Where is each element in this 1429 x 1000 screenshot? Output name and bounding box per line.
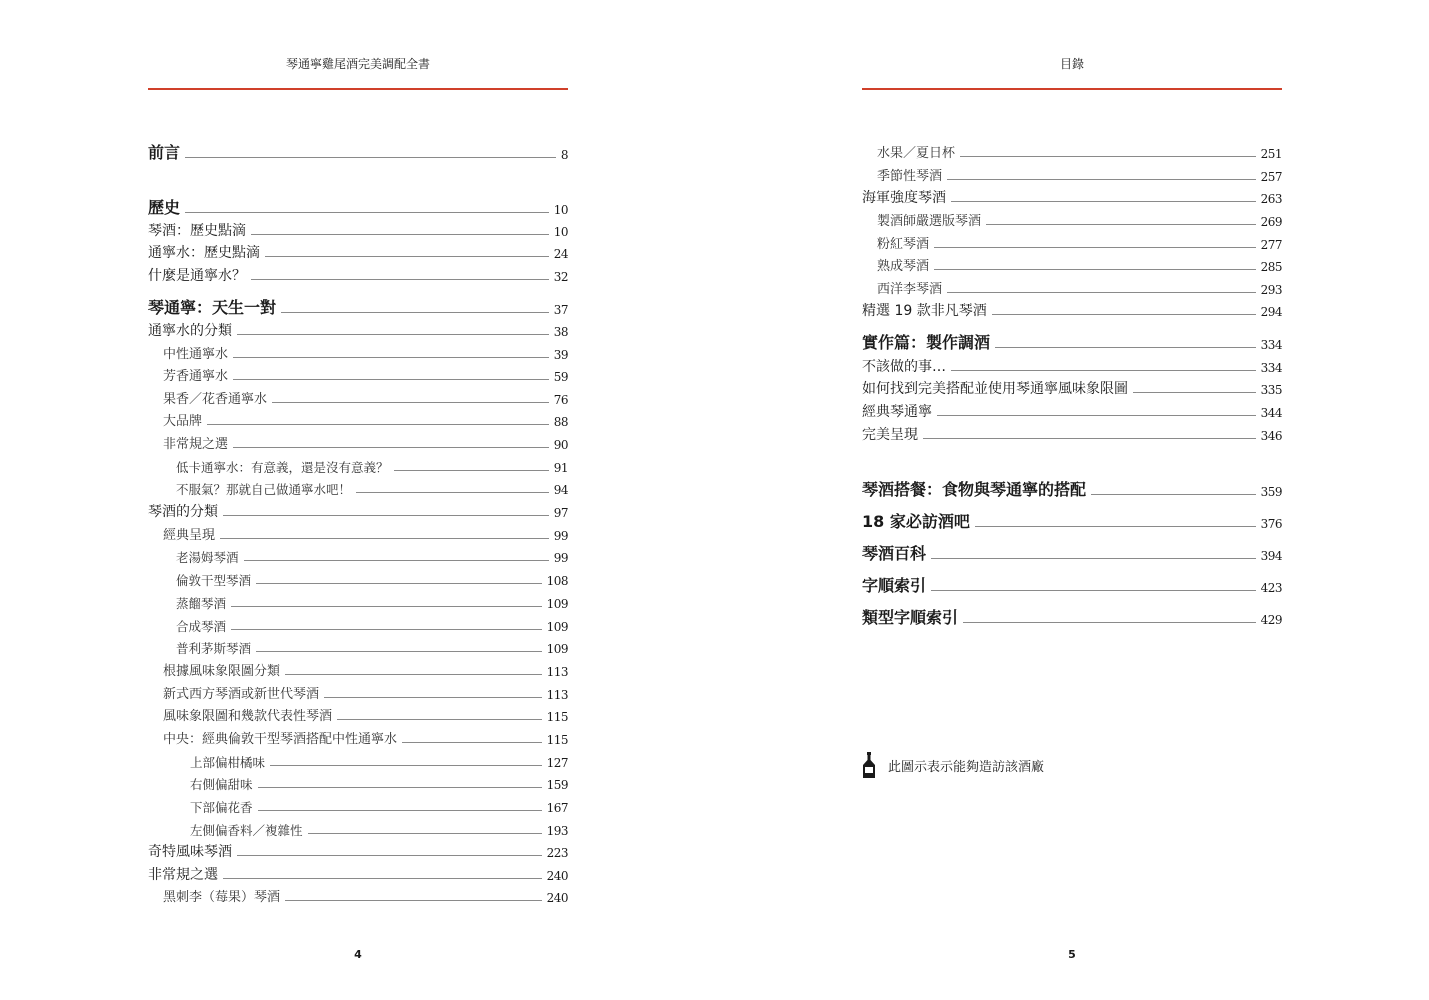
toc-entry-title: 如何找到完美搭配並使用琴通寧風味象限圖 (862, 381, 1128, 397)
toc-entry-title: 海軍強度琴酒 (862, 190, 946, 206)
legend-text: 此圖示表示能夠造訪該酒廠 (888, 759, 1045, 775)
toc-entry-title: 大品牌 (163, 414, 203, 429)
toc-entry-page: 263 (1260, 192, 1282, 206)
toc-entry-title: 水果／夏日杯 (877, 146, 956, 161)
toc-entry-page: 113 (546, 688, 568, 702)
icon-legend (862, 752, 1044, 778)
toc-entry-page: 99 (553, 551, 568, 565)
toc-entry (148, 261, 568, 283)
toc-leader-line (256, 583, 542, 584)
toc-leader-line (1091, 494, 1256, 495)
toc-entry-page: 91 (553, 461, 568, 475)
toc-leader-line (251, 279, 549, 280)
toc-entry-page: 223 (546, 846, 568, 860)
toc-entry (148, 339, 568, 361)
toc-entry (148, 429, 568, 451)
toc-entry-page: 346 (1260, 429, 1282, 443)
toc-entry-title: 右側偏甜味 (190, 776, 253, 792)
toc-entry-title: 倫敦干型琴酒 (176, 572, 252, 588)
toc-entry (862, 296, 1282, 318)
toc-entry (148, 474, 568, 496)
toc-entry (862, 508, 1282, 530)
toc-entry (862, 274, 1282, 296)
toc-leader-line (185, 157, 556, 158)
toc-leader-line (995, 347, 1256, 348)
toc-entry-title: 下部偏花香 (190, 799, 253, 815)
toc-entry-page: 109 (546, 642, 568, 656)
toc-entry-title: 左側偏香料／複雜性 (190, 822, 303, 838)
toc-entry-page: 335 (1260, 383, 1282, 397)
toc-entry-page: 293 (1260, 283, 1282, 297)
toc-entry-page: 10 (553, 225, 568, 239)
toc-entry-page: 334 (1260, 338, 1282, 352)
toc-leader-line (324, 697, 542, 698)
toc-entry-page: 159 (546, 778, 568, 792)
toc-entry (148, 316, 568, 338)
toc-entry-page: 115 (546, 710, 568, 724)
toc-entry (862, 374, 1282, 396)
toc-entry (862, 161, 1282, 183)
toc-entry (148, 837, 568, 859)
toc-entry-title: 歷史 (148, 198, 181, 217)
toc-entry-page: 240 (546, 891, 568, 905)
toc-entry-title: 通寧水的分類 (148, 323, 232, 339)
toc-entry (862, 352, 1282, 374)
toc-leader-line (281, 312, 549, 313)
toc-leader-line (233, 357, 549, 358)
toc-entry (148, 701, 568, 723)
toc-entry-title: 類型字順索引 (862, 608, 959, 627)
toc-leader-line (285, 900, 542, 901)
toc-leader-line (934, 269, 1256, 270)
right-page (862, 0, 1282, 1000)
toc-entry (148, 452, 568, 474)
toc-entry-title: 經典琴通寧 (862, 404, 932, 420)
toc-entry (862, 572, 1282, 594)
toc-entry-title: 季節性琴酒 (877, 169, 943, 184)
toc-entry (148, 216, 568, 238)
toc-entry (862, 138, 1282, 160)
toc-entry-title: 新式西方琴酒或新世代琴酒 (163, 687, 320, 702)
toc-leader-line (937, 415, 1256, 416)
toc-entry (148, 194, 568, 216)
toc-leader-line (265, 256, 549, 257)
toc-leader-line (258, 787, 542, 788)
toc-leader-line (272, 402, 549, 403)
toc-leader-line (951, 370, 1256, 371)
toc-leader-line (402, 742, 542, 743)
toc-entry (148, 238, 568, 260)
toc-leader-line (337, 719, 542, 720)
toc-leader-line (951, 201, 1256, 202)
toc-entry-title: 字順索引 (862, 576, 927, 595)
toc-entry-page: 429 (1260, 613, 1282, 627)
toc-leader-line (220, 538, 549, 539)
toc-entry (862, 476, 1282, 498)
toc-leader-line (256, 651, 542, 652)
toc-entry (862, 329, 1282, 351)
toc-entry-page: 334 (1260, 361, 1282, 375)
toc-entry (148, 633, 568, 655)
toc-entry (148, 656, 568, 678)
toc-leader-line (934, 247, 1256, 248)
toc-entry-title: 合成琴酒 (176, 618, 227, 634)
toc-leader-line (931, 558, 1256, 559)
toc-leader-line (237, 334, 549, 335)
toc-entry-page: 99 (553, 529, 568, 543)
toc-leader-line (233, 447, 549, 448)
toc-entry-title: 中性通寧水 (163, 347, 229, 362)
toc-leader-line (960, 156, 1256, 157)
toc-entry (148, 815, 568, 837)
toc-entry-page: 376 (1260, 517, 1282, 531)
toc-entry (862, 420, 1282, 442)
toc-leader-line (185, 212, 549, 213)
toc-entry (148, 565, 568, 587)
toc-entry-page: 94 (553, 483, 568, 497)
toc-leader-line (992, 314, 1256, 315)
toc-entry (148, 139, 568, 161)
toc-leader-line (237, 855, 542, 856)
toc-entry (862, 604, 1282, 626)
toc-leader-line (308, 833, 542, 834)
toc-leader-line (251, 234, 549, 235)
toc-entry-page: 285 (1260, 260, 1282, 274)
toc-entry-page: 277 (1260, 238, 1282, 252)
toc-entry-page: 394 (1260, 549, 1282, 563)
toc-leader-line (207, 424, 549, 425)
toc-entry-page: 59 (553, 370, 568, 384)
toc-entry (148, 520, 568, 542)
toc-entry (148, 542, 568, 564)
toc-leader-line (923, 438, 1256, 439)
toc-entry-title: 風味象限圖和幾款代表性琴酒 (163, 709, 333, 724)
toc-entry-title: 中央：經典倫敦干型琴酒搭配中性通寧水 (163, 732, 398, 747)
running-head-right: 目錄 (1059, 57, 1084, 71)
toc-entry-page: 127 (546, 756, 568, 770)
toc-entry-title: 熟成琴酒 (877, 259, 930, 274)
toc-entry-page: 76 (553, 393, 568, 407)
toc-entry-title: 通寧水：歷史點滴 (148, 245, 260, 261)
toc-leader-line (947, 292, 1256, 293)
toc-leader-line (233, 379, 549, 380)
toc-entry-title: 奇特風味琴酒 (148, 844, 232, 860)
page-number-right: 5 (1068, 948, 1076, 961)
toc-entry (148, 679, 568, 701)
toc-entry (862, 397, 1282, 419)
toc-entry-page: 109 (546, 620, 568, 634)
toc-entry-title: 完美呈現 (862, 427, 918, 443)
toc-entry-title: 根據風味象限圖分類 (163, 664, 281, 679)
toc-entry-title: 非常規之選 (163, 437, 229, 452)
bottle-icon (862, 752, 876, 778)
toc-leader-line (244, 560, 549, 561)
left-page (148, 0, 568, 1000)
toc-entry-page: 109 (546, 597, 568, 611)
toc-entry (148, 882, 568, 904)
toc-entry-title: 製酒師嚴選版琴酒 (877, 214, 982, 229)
toc-entry-page: 269 (1260, 215, 1282, 229)
toc-entry-page: 251 (1260, 147, 1282, 161)
toc-entry (148, 361, 568, 383)
toc-entry-page: 38 (553, 325, 568, 339)
toc-entry-page: 193 (546, 824, 568, 838)
toc-leader-line (986, 224, 1256, 225)
running-head-left: 琴通寧雞尾酒完美調配全書 (285, 57, 430, 71)
toc-entry-page: 24 (553, 247, 568, 261)
toc-leader-line (223, 515, 549, 516)
toc-entry-page: 10 (553, 203, 568, 217)
toc-entry-page: 88 (553, 415, 568, 429)
toc-entry-title: 黑刺李（莓果）琴酒 (163, 890, 281, 905)
toc-leader-line (258, 810, 542, 811)
toc-entry-title: 果香／花香通寧水 (163, 392, 268, 407)
toc-entry-title: 前言 (148, 143, 181, 162)
toc-leader-line (285, 674, 542, 675)
toc-entry (862, 229, 1282, 251)
toc-entry-title: 琴酒的分類 (148, 504, 218, 520)
toc-leader-line (223, 878, 542, 879)
toc-entry (148, 724, 568, 746)
toc-entry (148, 497, 568, 519)
toc-entry-title: 蒸餾琴酒 (176, 595, 227, 611)
toc-entry-title: 18 家必訪酒吧 (862, 512, 970, 531)
toc-entry-title: 上部偏柑橘味 (190, 754, 266, 770)
toc-entry-title: 芳香通寧水 (163, 369, 229, 384)
toc-entry-page: 8 (560, 148, 568, 162)
toc-entry-title: 琴酒百科 (862, 544, 927, 563)
toc-entry-page: 257 (1260, 170, 1282, 184)
toc-entry-title: 粉紅琴酒 (877, 237, 930, 252)
toc-entry (862, 206, 1282, 228)
toc-entry-title: 實作篇：製作調酒 (862, 333, 991, 352)
toc-leader-line (931, 590, 1256, 591)
toc-entry-title: 不該做的事… (862, 359, 946, 375)
toc-entry-page: 359 (1260, 485, 1282, 499)
toc-leader-line (356, 492, 549, 493)
toc-entry (148, 747, 568, 769)
toc-entry-title: 非常規之選 (148, 867, 218, 883)
toc-entry-page: 423 (1260, 581, 1282, 595)
toc-entry-title: 精選 19 款非凡琴酒 (862, 303, 987, 319)
toc-leader-line (947, 179, 1256, 180)
toc-entry (862, 251, 1282, 273)
toc-entry-page: 167 (546, 801, 568, 815)
toc-entry-page: 108 (546, 574, 568, 588)
toc-entry-title: 什麼是通寧水？ (148, 268, 246, 284)
toc-entry (148, 611, 568, 633)
toc-entry (148, 860, 568, 882)
toc-leader-line (270, 765, 542, 766)
toc-entry-title: 不服氣？那就自己做通寧水吧！ (176, 481, 352, 497)
toc-leader-line (963, 622, 1256, 623)
toc-entry-title: 經典呈現 (163, 528, 216, 543)
toc-entry-page: 32 (553, 270, 568, 284)
toc-entry-page: 39 (553, 348, 568, 362)
toc-entry-title: 普利茅斯琴酒 (176, 640, 252, 656)
toc-entry-page: 90 (553, 438, 568, 452)
toc-entry (148, 792, 568, 814)
toc-entry (148, 384, 568, 406)
toc-entry-title: 低卡通寧水：有意義，還是沒有意義？ (176, 459, 389, 475)
toc-entry-page: 240 (546, 869, 568, 883)
toc-leader-line (1133, 392, 1256, 393)
toc-entry (148, 294, 568, 316)
toc-entry-page: 294 (1260, 305, 1282, 319)
toc-leader-line (231, 629, 542, 630)
toc-entry-title: 琴酒：歷史點滴 (148, 223, 246, 239)
toc-entry-page: 115 (546, 733, 568, 747)
toc-entry (148, 406, 568, 428)
toc-entry (148, 588, 568, 610)
toc-entry-title: 琴酒搭餐：食物與琴通寧的搭配 (862, 480, 1087, 499)
toc-entry (862, 183, 1282, 205)
page-number-left: 4 (354, 948, 362, 961)
toc-entry-title: 老湯姆琴酒 (176, 549, 239, 565)
header-rule-right (862, 88, 1282, 90)
toc-entry (862, 540, 1282, 562)
toc-entry-page: 113 (546, 665, 568, 679)
toc-entry-page: 97 (553, 506, 568, 520)
toc-entry-page: 37 (553, 303, 568, 317)
toc-entry (148, 769, 568, 791)
toc-entry-title: 琴通寧：天生一對 (148, 298, 277, 317)
header-rule-left (148, 88, 568, 90)
toc-entry-title: 西洋李琴酒 (877, 282, 943, 297)
toc-leader-line (394, 470, 549, 471)
toc-leader-line (231, 606, 542, 607)
toc-leader-line (975, 526, 1256, 527)
toc-entry-page: 344 (1260, 406, 1282, 420)
